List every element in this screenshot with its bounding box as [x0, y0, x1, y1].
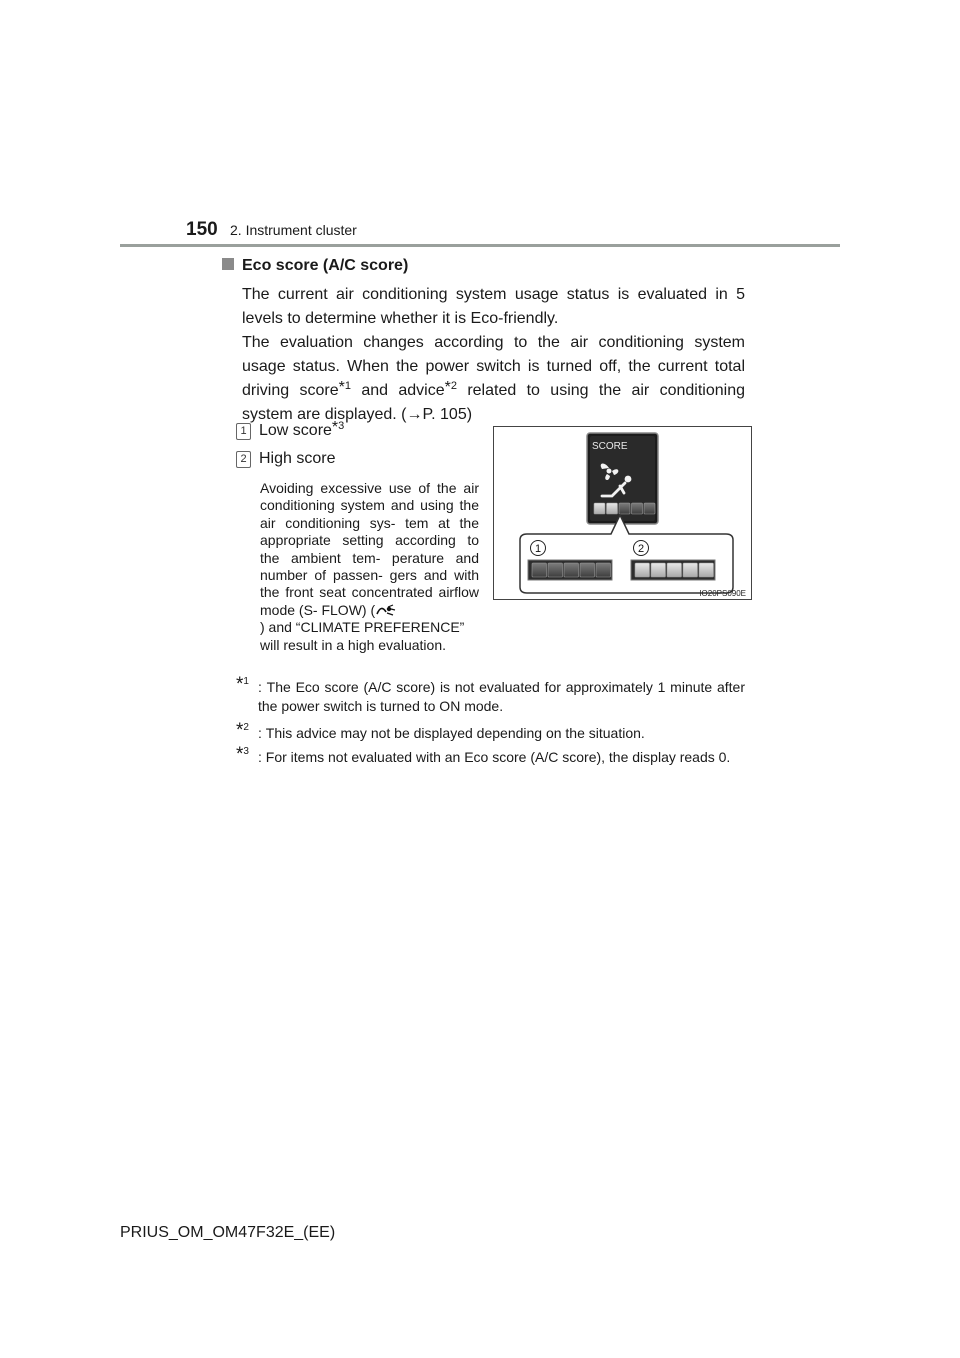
legend-label: High score: [259, 450, 336, 467]
score-display-illustration: [493, 426, 752, 600]
footnote-text: The Eco score (A/C score) is not evaluated for approximately 1 minute after the power switch is turned to ON mode.: [258, 679, 745, 714]
score-segment: [632, 503, 643, 514]
score-segment: [619, 503, 630, 514]
arrow-icon: →: [406, 406, 423, 423]
footnote-mark: *$^3$: [236, 744, 249, 765]
score-segment: [580, 563, 595, 577]
score-segment: [548, 563, 563, 577]
heading-text: Eco score (A/C score): [242, 257, 409, 274]
legend-item-high-score: [236, 450, 335, 468]
paragraph-text: and advice: [350, 382, 445, 399]
callout-2: 2: [637, 543, 645, 555]
legend-label: Low score: [259, 422, 332, 439]
square-bullet-icon: [222, 258, 234, 270]
score-segment: [699, 563, 714, 577]
evaluation-paragraph: [242, 331, 745, 427]
score-segment: [635, 563, 650, 577]
high-score-description: [260, 480, 479, 654]
s-flow-icon: [375, 603, 397, 617]
footnote-text: This advice may not be displayed depending on the situation.: [265, 725, 645, 741]
page-reference-link[interactable]: P. 105): [422, 406, 473, 423]
footnote-text: For items not evaluated with an Eco score (A/C score), the display reads 0.: [265, 749, 731, 765]
document-code: PRIUS_OM_OM47F32E_(EE): [120, 1224, 336, 1241]
footnote-ref-3: *3: [331, 418, 345, 436]
paragraph-text: related to using the air conditioning system are displayed. (: [242, 382, 746, 423]
description-text: Avoiding excessive use of the air conditioning system and using the air conditioning sys- tem at the appropriate setting according to the ambient tem- perature and number of passen- gers and with the front seat concentrated airflow mode (S- FLOW) (: [260, 480, 479, 618]
callout-number: 2: [236, 451, 251, 468]
paragraph-text: The evaluation changes according to the air conditioning system usage status. When the power switch is turned off, the current total driving score: [242, 334, 745, 399]
intro-paragraph: The current air conditioning system usage status is evaluated in 5 levels to determine whether it is Eco-friendly.: [242, 286, 745, 327]
score-segment: [667, 563, 682, 577]
score-segment: [607, 503, 618, 514]
subsection-heading: [222, 257, 408, 275]
legend-item-low-score: [236, 418, 345, 440]
header-divider: [120, 244, 840, 247]
page-number: 150: [186, 219, 218, 240]
footnote-ref-1: *1: [338, 378, 351, 396]
score-segment: [596, 563, 611, 577]
high-score-segments: [635, 563, 714, 577]
low-score-segments: [532, 563, 611, 577]
score-display-label: SCORE: [592, 441, 628, 452]
callout-1: 1: [534, 543, 542, 555]
score-segment: [564, 563, 579, 577]
score-segment: [651, 563, 666, 577]
score-segment: [683, 563, 698, 577]
callout-number: 1: [236, 423, 251, 440]
image-code: IO20PS090E: [699, 589, 746, 598]
footnote-mark: *$^1$: [236, 674, 249, 695]
description-text: ) and “CLIMATE PREFERENCE” will result in a high evaluation.: [260, 619, 465, 653]
section-title: 2. Instrument cluster: [230, 222, 357, 238]
score-segment: [594, 503, 605, 514]
score-segment: [532, 563, 547, 577]
footnote-ref-2: *2: [444, 378, 457, 396]
score-display-segments: [594, 503, 655, 514]
score-segment: [644, 503, 655, 514]
footnote-mark: *$^2$: [236, 720, 249, 741]
